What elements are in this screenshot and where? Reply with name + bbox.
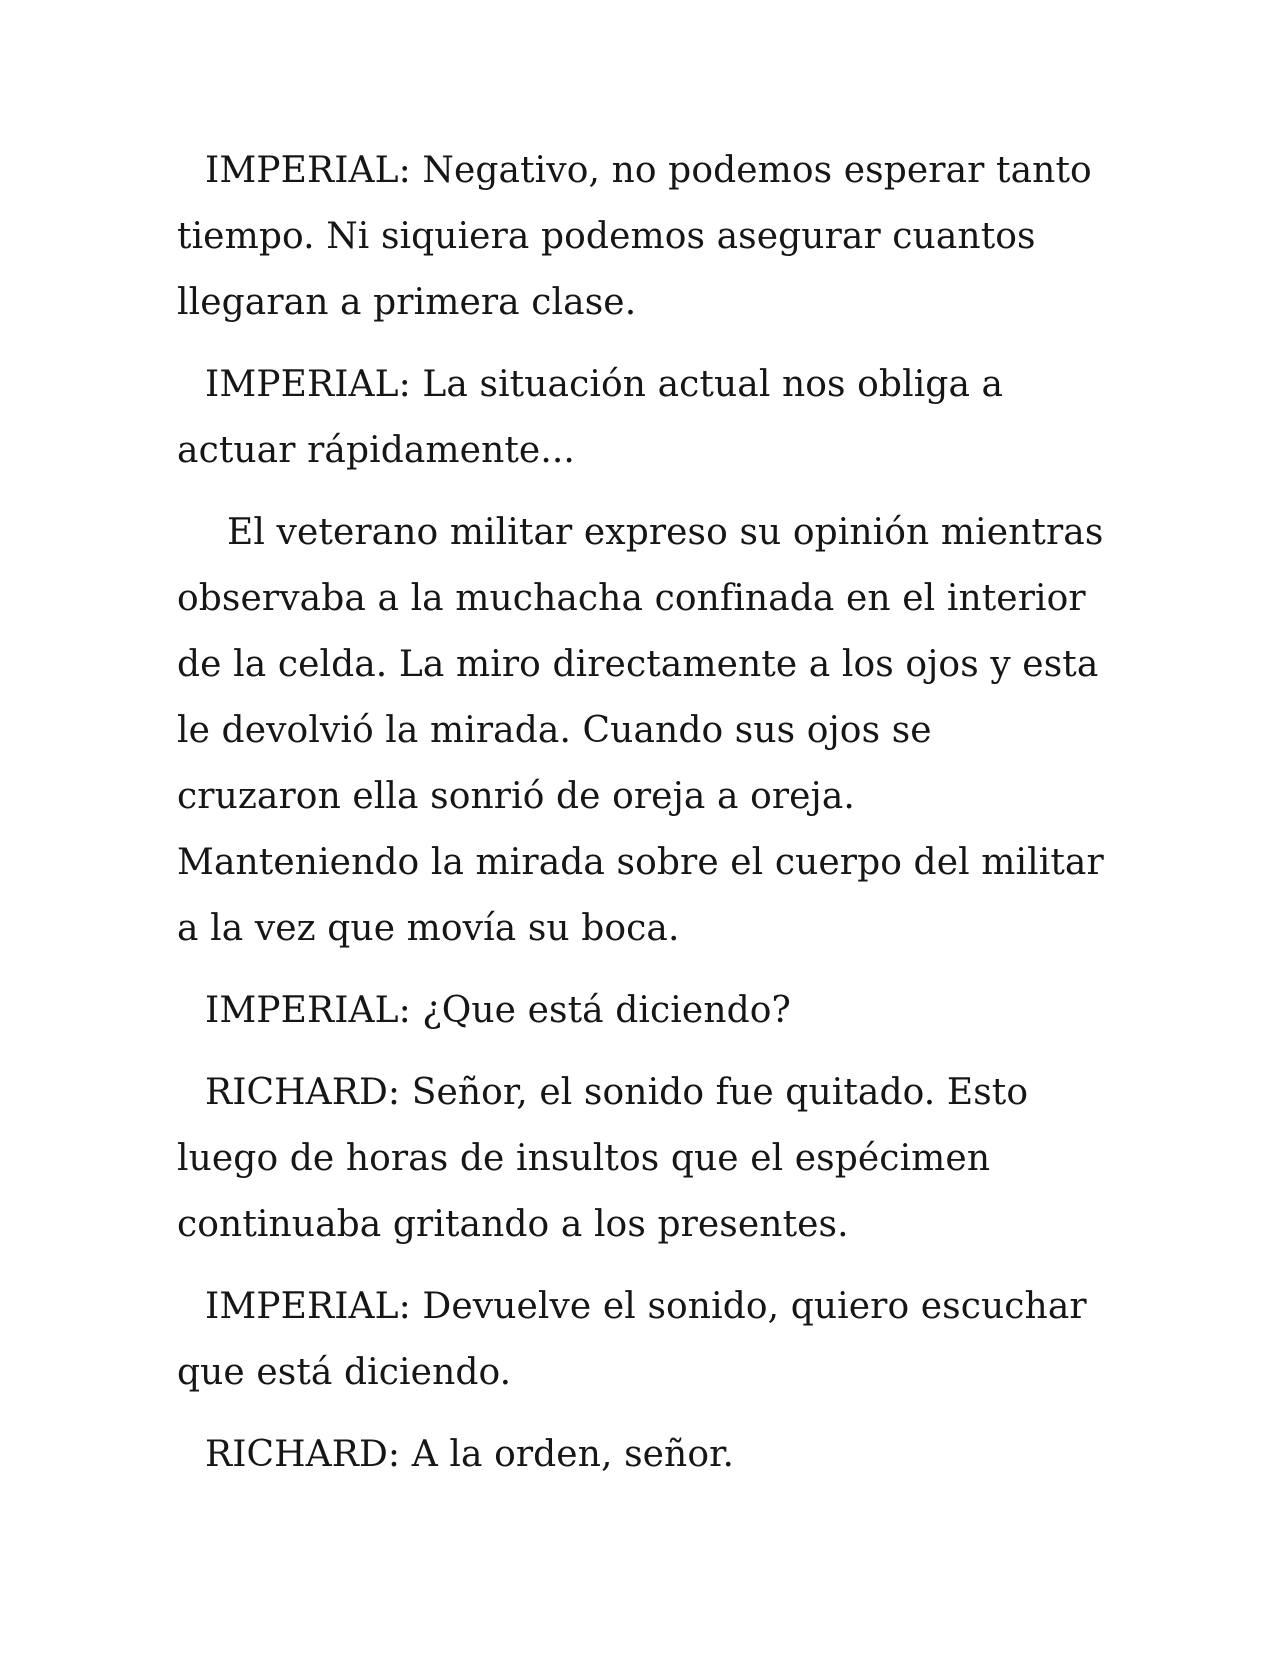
dialogue-paragraph: RICHARD: A la orden, señor. bbox=[205, 1434, 735, 1475]
document-page bbox=[177, 138, 1107, 1488]
narration-paragraph: El veterano militar expreso su opinión mientras observaba a la muchacha confinada en el interior de la celda. La miro directamente a los ojos y esta le devolvió la mirada. Cuando sus ojos se cruzaron ella sonrió de oreja a oreja. Manteniendo la mirada sobre el cuerpo del militar a la vez que movía su boca. bbox=[177, 512, 1104, 949]
dialogue-paragraph: IMPERIAL: Devuelve el sonido, quiero escuchar que está diciendo. bbox=[177, 1286, 1087, 1393]
dialogue-paragraph: RICHARD: Señor, el sonido fue quitado. Esto luego de horas de insultos que el espécimen continuaba gritando a los presentes. bbox=[177, 1072, 1029, 1245]
dialogue-paragraph: IMPERIAL: La situación actual nos obliga a actuar rápidamente... bbox=[177, 364, 1004, 471]
dialogue-paragraph: IMPERIAL: ¿Que está diciendo? bbox=[205, 990, 791, 1031]
dialogue-paragraph: IMPERIAL: Negativo, no podemos esperar tanto tiempo. Ni siquiera podemos asegurar cuantos llegaran a primera clase. bbox=[177, 150, 1092, 323]
